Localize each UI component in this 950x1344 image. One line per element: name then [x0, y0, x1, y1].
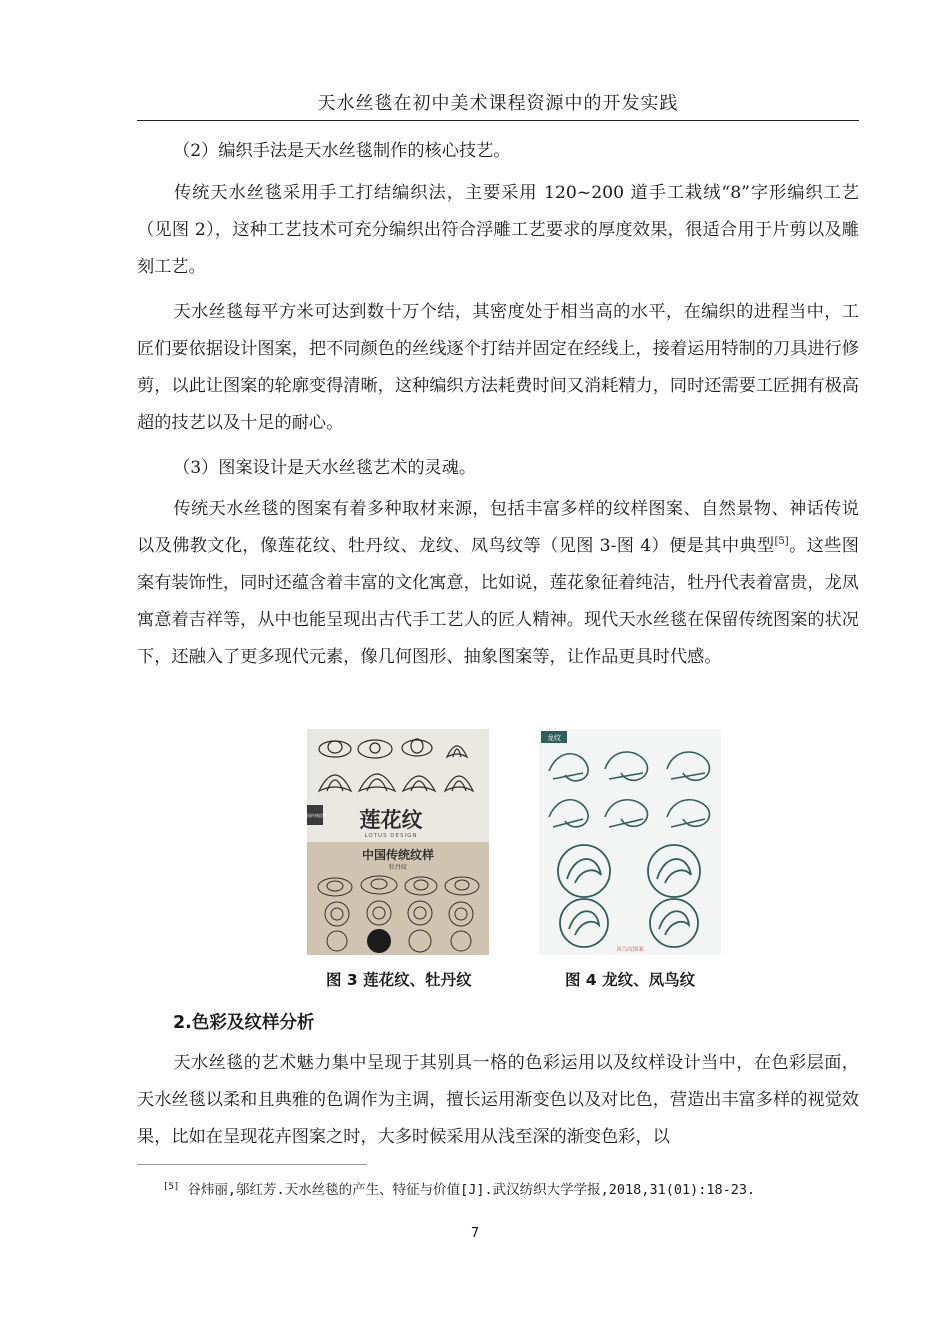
figure-3-subtitle-text: LOTUS DESIGN	[364, 833, 418, 839]
section-heading-color-pattern: 2.色彩及纹样分析	[173, 1013, 315, 1033]
peony-motif-dark	[367, 929, 391, 953]
figure-3-banner-sub: 牡丹纹	[388, 864, 408, 871]
subheading-pattern: （3）图案设计是天水丝毯艺术的灵魂。	[173, 458, 477, 478]
figure-3-graphic	[303, 729, 489, 955]
paragraph-color-analysis	[137, 1045, 859, 1156]
figure-3-banner-text: 中国传统纹样	[361, 848, 435, 862]
paragraph-color-analysis-text: 天水丝毯的艺术魅力集中呈现于其别具一格的色彩运用以及纹样设计当中，在色彩层面，天水丝毯以柔和且典雅的色调作为主调，擅长运用渐变色以及对比色，营造出丰富多样的视觉效果，比如在呈现花卉图案之时，大多时候采用从浅至深的渐变色彩，以	[137, 1053, 859, 1147]
header-rule	[137, 120, 859, 121]
figure-4-graphic	[539, 729, 721, 955]
figure-4-caption: 图 4 龙纹、凤鸟纹	[565, 971, 696, 989]
paragraph-pattern-design-text-a: 传统天水丝毯的图案有着多种取材来源，包括丰富多样的纹样图案、自然景物、神话传说以及佛教文化，像莲花纹、牡丹纹、龙纹、凤鸟纹等（见图 3-图 4）便是其中典型	[137, 499, 859, 556]
paragraph-pattern-design-text-b: 。这些图案有装饰性，同时还蕴含着丰富的文化寓意，比如说，莲花象征着纯洁，牡丹代表着富贵，龙凤寓意着吉祥等，从中也能呈现出古代手工艺人的匠人精神。现代天水丝毯在保留传统图案的状况下，还融入了更多现代元素，像几何图形、抽象图案等，让作品更具时代感。	[137, 536, 859, 667]
figure-3-title-text: 莲花纹	[359, 807, 423, 832]
figure-3-caption: 图 3 莲花纹、牡丹纹	[326, 971, 472, 989]
figure-3-stamp-text: 中国传统纹样	[303, 813, 327, 818]
figure-4-bottom-text: 凤鸟纹图案	[616, 947, 644, 953]
subheading-weaving: （2）编织手法是天水丝毯制作的核心技艺。	[173, 141, 511, 161]
figure-4-tag-text: 龙纹	[547, 734, 561, 742]
footnote-mark: [5]	[163, 1182, 180, 1192]
footnote-rule	[137, 1164, 367, 1165]
footnote-reference[interactable]: [5]	[774, 536, 789, 547]
figure-4-dragon-phoenix-image	[539, 729, 721, 955]
running-header: 天水丝毯在初中美术课程资源中的开发实践	[317, 93, 679, 114]
paragraph-weaving-method	[137, 175, 859, 286]
footnote-text: 谷炜丽,邬红芳.天水丝毯的产生、特征与价值[J].武汉纺织大学学报,2018,31(01):18-23.	[187, 1182, 756, 1198]
paragraph-knot-density-text: 天水丝毯每平方米可达到数十万个结，其密度处于相当高的水平，在编织的进程当中，工匠们要依据设计图案，把不同颜色的丝线逐个打结并固定在经线上，接着运用特制的刀具进行修剪，以此让图案的轮廓变得清晰，这种编织方法耗费时间又消耗精力，同时还需要工匠拥有极高超的技艺以及十足的耐心。	[137, 302, 859, 433]
paragraph-knot-density	[137, 294, 859, 442]
footnote	[163, 1176, 755, 1201]
page-number: 7	[470, 1226, 480, 1241]
figure-3-lotus-peony-image	[303, 729, 489, 955]
figure-4-background	[539, 729, 721, 955]
paragraph-weaving-method-text: 传统天水丝毯采用手工打结编织法，主要采用 120~200 道手工栽绒“8”字形编织工艺（见图 2），这种工艺技术可充分编织出符合浮雕工艺要求的厚度效果，很适合用于片剪以及雕刻工艺。	[137, 183, 859, 277]
paragraph-pattern-design	[137, 491, 859, 676]
